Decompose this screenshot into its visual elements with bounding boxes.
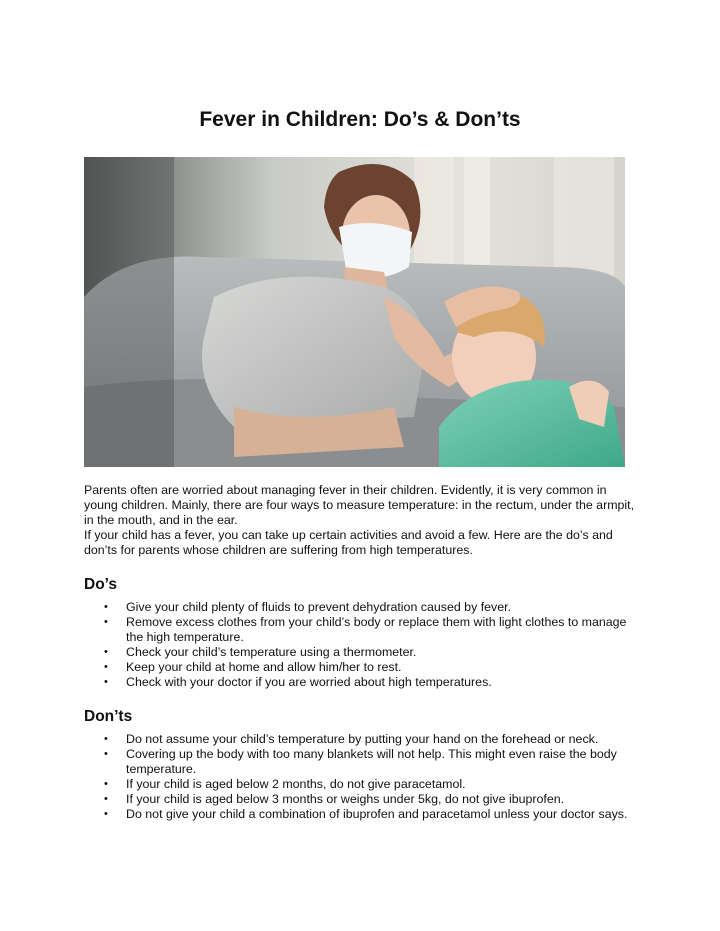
list-item-text: Covering up the body with too many blankets will not help. This might even raise the body temperature. bbox=[126, 747, 617, 776]
list-item-text: Do not give your child a combination of ibuprofen and paracetamol unless your doctor says. bbox=[126, 807, 628, 821]
bullet-icon: • bbox=[104, 733, 108, 745]
list-item bbox=[84, 732, 636, 747]
list-item bbox=[84, 600, 636, 615]
list-item-text: Check with your doctor if you are worried about high temperatures. bbox=[126, 675, 492, 689]
list-item bbox=[84, 807, 636, 822]
bullet-icon: • bbox=[104, 601, 108, 613]
list-item-text: Remove excess clothes from your child’s body or replace them with light clothes to manage the high temperature. bbox=[126, 615, 627, 644]
list-item bbox=[84, 660, 636, 675]
list-item-text: If your child is aged below 3 months or weighs under 5kg, do not give ibuprofen. bbox=[126, 792, 565, 806]
list-item bbox=[84, 615, 636, 645]
list-item bbox=[84, 777, 636, 792]
list-item-text: Check your child’s temperature using a thermometer. bbox=[126, 645, 417, 659]
dos-list bbox=[84, 600, 636, 690]
list-item bbox=[84, 792, 636, 807]
donts-list bbox=[84, 732, 636, 822]
intro-paragraph: Parents often are worried about managing fever in their children. Evidently, it is very common in young children. Mainly, there are four ways to measure temperature: in the rectum, under the armpit, in the mouth, and in the ear. bbox=[84, 483, 635, 527]
bullet-icon: • bbox=[104, 676, 108, 688]
page-title: Fever in Children: Do’s & Don’ts bbox=[199, 108, 521, 131]
list-item bbox=[84, 675, 636, 690]
bullet-icon: • bbox=[104, 661, 108, 673]
list-item bbox=[84, 747, 636, 777]
bullet-icon: • bbox=[104, 808, 108, 820]
intro-paragraph: If your child has a fever, you can take up certain activities and avoid a few. Here are the do’s and don’ts for parents whose children are suffering from high temperatures. bbox=[84, 528, 613, 557]
bullet-icon: • bbox=[104, 616, 108, 628]
list-item-text: Give your child plenty of fluids to prevent dehydration caused by fever. bbox=[126, 600, 512, 614]
bullet-icon: • bbox=[104, 778, 108, 790]
bullet-icon: • bbox=[104, 646, 108, 658]
list-item-text: If your child is aged below 2 months, do not give paracetamol. bbox=[126, 777, 466, 791]
list-item bbox=[84, 645, 636, 660]
photo-mother-with-feverish-child bbox=[84, 157, 625, 467]
intro-text bbox=[84, 483, 636, 558]
donts-heading: Don’ts bbox=[84, 708, 133, 725]
dos-heading: Do’s bbox=[84, 576, 118, 593]
list-item-text: Keep your child at home and allow him/her to rest. bbox=[126, 660, 402, 674]
list-item-text: Do not assume your child’s temperature by putting your hand on the forehead or neck. bbox=[126, 732, 599, 746]
bullet-icon: • bbox=[104, 748, 108, 760]
photo-illustration bbox=[84, 157, 625, 467]
bullet-icon: • bbox=[104, 793, 108, 805]
